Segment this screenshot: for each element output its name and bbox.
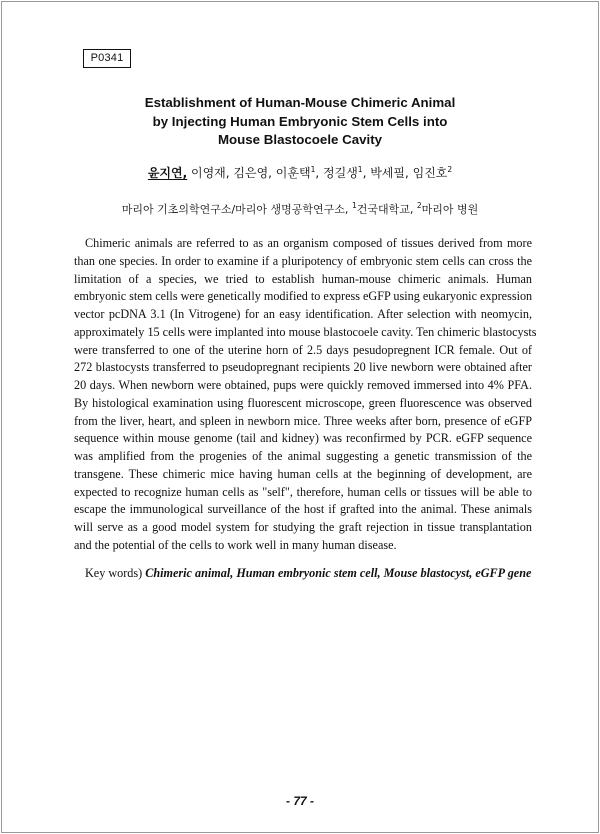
abstract-line: By histological examination using fluorescent microscope, green fluorescence was observed [74, 395, 532, 410]
abstract-line: limitation of a species, we tried to establish human-mouse chimeric animals. Human [74, 271, 532, 286]
abstract-body [74, 235, 537, 555]
affiliations [40, 202, 560, 217]
affiliation-marker: 2 [416, 201, 422, 210]
title-line: by Injecting Human Embryonic Stem Cells into [152, 113, 448, 129]
abstract-line: 272 blastocysts transferred to pseudopregnant recipients 20 live newborn were obtained after [74, 360, 532, 375]
paper-title [60, 94, 540, 150]
author-list [40, 165, 560, 181]
presenting-author: 윤지연, [147, 166, 188, 180]
abstract-line: embryonic stem cells were genetically modified to express eGFP using eukaryonic expression [74, 289, 533, 304]
abstract-line: sequence within mouse genome (tail and kidney) was reconfirmed by PCR. eGFP sequence [74, 431, 532, 446]
keywords-text: Chimeric animal, Human embryonic stem cell, Mouse blastocyst, eGFP gene [145, 566, 532, 580]
abstract-line: from the liver, heart, and spleen in newborn mice. Three weeks after born, presence of eGFP [74, 413, 532, 428]
affiliation-text: 마리아 병원 [421, 203, 479, 216]
abstract-line: Chimeric animals are referred to as an organism composed of tissues derived from more [85, 236, 532, 250]
title-line: Establishment of Human-Mouse Chimeric Animal [144, 95, 456, 110]
abstract-line: expected to recognize human cells as "self", therefore, human cells or tissues will be able to [74, 484, 532, 499]
affiliation-text: 건국대학교, [356, 203, 417, 216]
abstract-code: P0341 [83, 49, 131, 68]
affiliation-marker: 1 [357, 165, 363, 174]
abstract-line: transgene. These chimeric mice having human cells at the beginning of development, are [74, 466, 532, 481]
keywords-label: Key words) [85, 566, 146, 580]
abstract-line: approximately 15 cells were implanted into mouse blastocoele cavity. Ten chimeric blastocysts [74, 324, 537, 339]
author-names: 이영재, 김은영, 이훈택 [187, 166, 311, 180]
affiliation-marker: 2 [447, 165, 453, 174]
author-names: , 정길생 [315, 166, 358, 180]
affiliation-marker: 1 [351, 201, 357, 210]
abstract-line: 20 days. When newborn were obtained, pups were quickly removed immersed into 4% PFA. [74, 378, 532, 392]
abstract-line: vector pcDNA 3.1 (In Vitrogene) for an easy identification. After selection with neomycin, [74, 307, 532, 321]
title-line: Mouse Blastocoele Cavity [217, 132, 383, 147]
abstract-line: was amplified from the progenies of the animal suggesting a genetic transmission of the [74, 449, 532, 463]
abstract-line: will serve as a good model system for studying the graft rejection in tissue transplantation [74, 520, 532, 534]
abstract-line: escape the immunological surveillance of the host if grafted into the animal. These animals [74, 502, 532, 517]
abstract-line: were transferred to one of the uterine horn of 2.5 days pesudopregnent ICR female. Out of [74, 342, 532, 357]
abstract-line: than one species. In order to examine if a pluripotency of embryonic stem cells can cross the [74, 253, 532, 268]
abstract-line: and the potential of the cells to work well in many human disease. [74, 537, 397, 552]
affiliation-marker: 1 [310, 165, 316, 174]
keywords [85, 565, 531, 582]
author-names: , 박세필, 임진호 [362, 166, 448, 180]
affiliation-text: 마리아 기초의학연구소/마리아 생명공학연구소, [121, 203, 352, 216]
page-number: - 77 - [285, 794, 314, 808]
